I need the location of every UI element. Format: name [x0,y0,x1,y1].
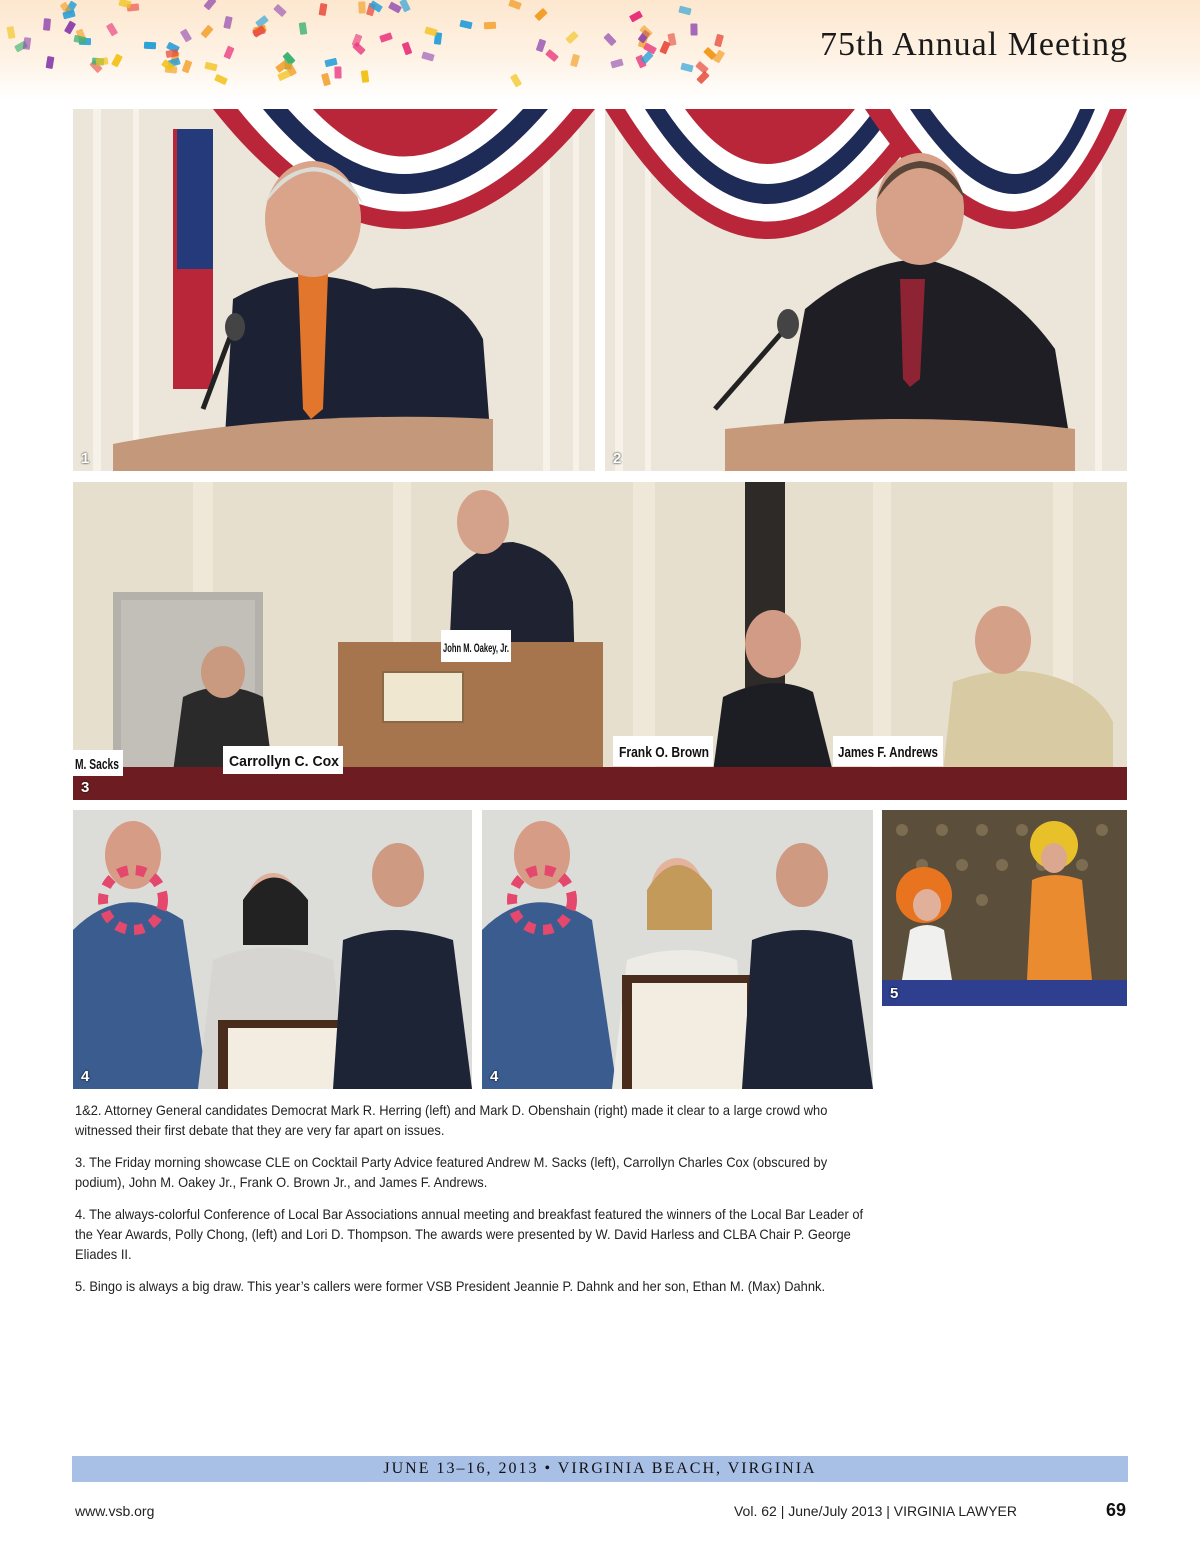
photo-2-obenshain-at-podium [605,109,1127,471]
confetti-piece [484,22,496,30]
confetti-piece [106,23,118,37]
photo-3-cle-panel [73,482,1127,800]
confetti-piece [62,10,75,20]
confetti-piece [603,33,616,47]
caption-1-2: 1&2. Attorney General candidates Democrat Mark R. Herring (left) and Mark D. Obenshain (right) made it clear to a large crowd who witnessed their first debate that they are very far apart on issues. [75,1102,828,1138]
confetti-piece [667,33,676,46]
photo-number: 2 [613,450,622,467]
placard-sacks: M. Sacks [75,756,119,773]
confetti-piece [422,51,435,61]
confetti-piece [690,23,697,35]
confetti-piece [43,18,51,31]
confetti-piece [223,46,234,60]
confetti-piece [299,22,308,35]
caption-4: 4. The always-colorful Conference of Local Bar Associations annual meeting and breakfast featured the winners of the Local Bar Leader of the Year Awards, Polly Chong, (left) and Lori D. Thompson. The awards were presented by W. David Harless and CLBA Chair P. George Eliades II. [75,1206,864,1262]
confetti-piece [401,42,412,56]
confetti-piece [510,73,522,87]
confetti-piece [319,3,328,16]
confetti-piece [460,20,473,30]
placard-andrews: James F. Andrews [838,744,938,761]
photo-4-award-lori-thompson [482,810,873,1089]
confetti-piece [204,0,217,10]
caption-3: 3. The Friday morning showcase CLE on Cocktail Party Advice featured Andrew M. Sacks (left), Carrollyn Charles Cox (obscured by podium), John M. Oakey Jr., Frank O. Brown Jr., and James F. Andrews. [75,1154,828,1190]
confetti-piece [680,63,693,73]
placard-brown: Frank O. Brown [619,744,709,761]
page-number: 69 [1105,1500,1126,1520]
event-dates-band: JUNE 13–16, 2013 • VIRGINIA BEACH, VIRGINIA [72,1456,1128,1482]
page-header-title: 75th Annual Meeting [820,26,1128,63]
photo-number: 4 [490,1068,499,1085]
confetti-piece [570,53,580,66]
confetti-piece [224,16,233,29]
caption-5: 5. Bingo is always a big draw. This year’s callers were former VSB President Jeannie P. Dahnk and her son, Ethan M. (Max) Dahnk. [75,1278,826,1294]
confetti-piece [358,1,366,13]
confetti-piece [565,31,579,44]
photo-4-award-polly-chong [73,810,472,1089]
photo-captions [75,1100,864,1308]
header-band [0,0,1200,100]
confetti-piece [74,35,87,44]
placard-oakey: John M. Oakey, Jr. [443,641,509,655]
confetti-piece [361,70,370,83]
confetti-piece [379,32,393,43]
confetti-piece [111,53,123,67]
confetti-piece [182,59,193,73]
confetti-piece [23,37,32,50]
placard-cox: Carrollyn C. Cox [229,753,340,770]
confetti-piece [610,59,623,69]
confetti-piece [536,39,547,53]
footer-issue-info: Vol. 62 | June/July 2013 | VIRGINIA LAWYER [733,1503,1017,1519]
confetti-piece [678,6,691,16]
confetti-piece [96,57,109,65]
confetti-piece [629,11,643,23]
confetti-piece [534,7,548,20]
confetti-piece [64,21,76,35]
confetti-piece [144,42,156,50]
confetti-piece [118,0,131,8]
confetti-piece [180,29,192,43]
confetti-piece [273,4,287,17]
photo-5-bingo-callers [882,810,1127,1006]
confetti-piece [200,24,213,38]
confetti-piece [714,33,724,46]
footer-website: www.vsb.org [75,1503,155,1519]
confetti-piece [45,56,54,69]
confetti-piece [334,67,341,79]
photo-1-herring-at-podium [73,109,595,471]
confetti-piece [6,26,15,39]
photo-number: 1 [81,450,90,467]
confetti-piece [424,26,437,36]
confetti-piece [546,49,560,62]
confetti-piece [214,74,228,85]
confetti-piece [204,61,217,71]
confetti-piece [321,73,331,86]
photo-number: 4 [81,1068,90,1085]
confetti-piece [508,0,522,10]
photo-number: 3 [81,779,90,796]
photo-number: 5 [890,985,899,1002]
